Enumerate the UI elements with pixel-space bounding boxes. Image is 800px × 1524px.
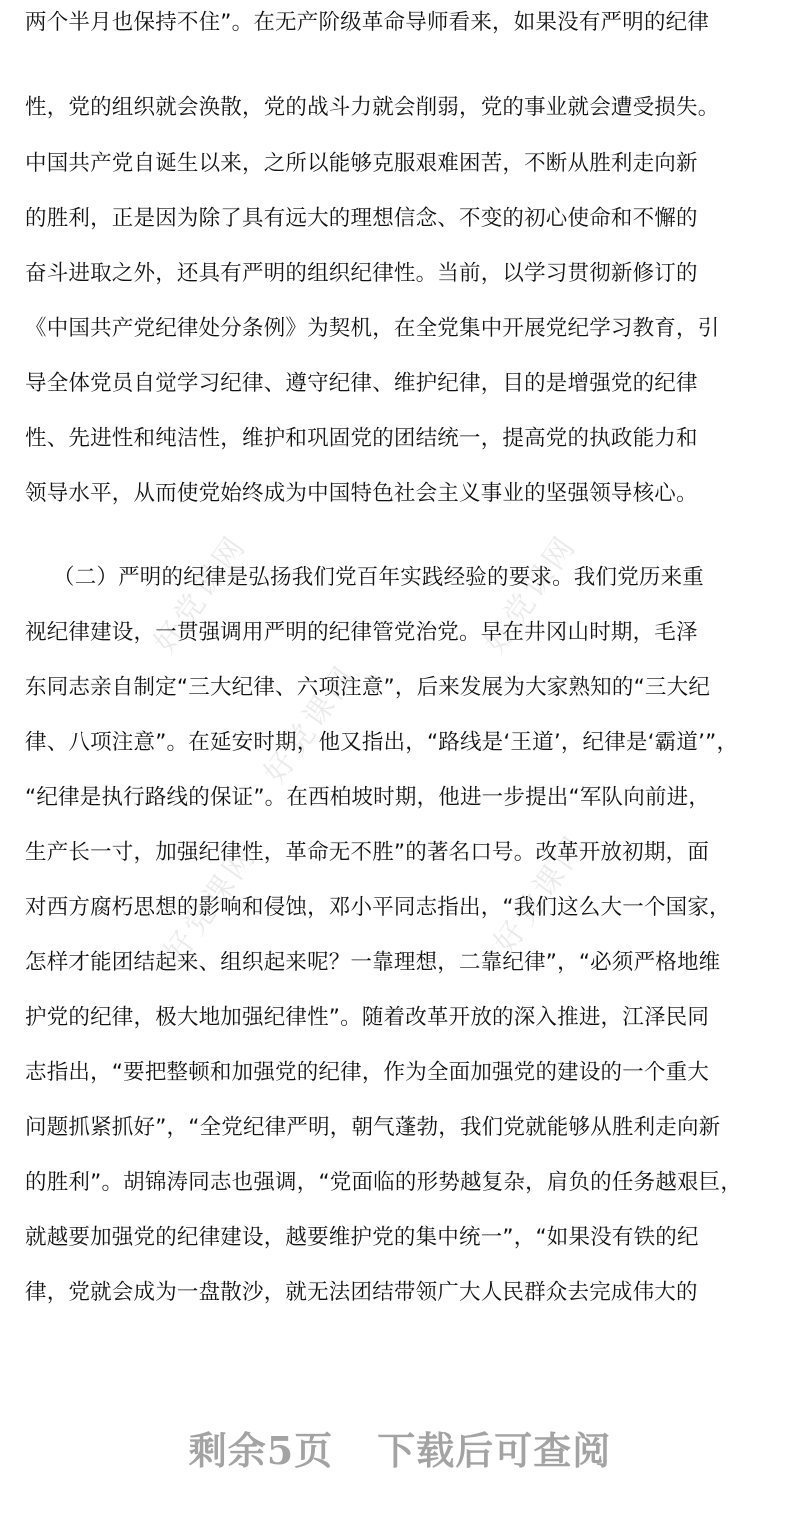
text-line: 《中国共产党纪律处分条例》为契机，在全党集中开展党纪学习教育，引 — [25, 316, 720, 341]
text-line: 导全体党员自觉学习纪律、遵守纪律、维护纪律，目的是增强党的纪律 — [25, 371, 698, 396]
text-line: 视纪律建设，一贯强调用严明的纪律管党治党。早在井冈山时期，毛泽 — [25, 620, 698, 645]
text-line: 生产长一寸，加强纪律性，革命无不胜”的著名口号。改革开放初期，面 — [25, 840, 710, 865]
text-line: 的胜利，正是因为除了具有远大的理想信念、不变的初心使命和不懈的 — [25, 206, 698, 231]
text-line: 就越要加强党的纪律建设，越要维护党的集中统一”，“如果没有铁的纪 — [25, 1225, 699, 1250]
watermark: 好党课网 — [257, 658, 365, 790]
watermark: 好党课网 — [487, 828, 595, 960]
text-line: 中国共产党自诞生以来，之所以能够克服艰难困苦，不断从胜利走向新 — [25, 151, 698, 176]
text-line: 东同志亲自制定“三大纪律、六项注意”，后来发展为大家熟知的“三大纪 — [25, 675, 711, 700]
text-line: 对西方腐朽思想的影响和侵蚀，邓小平同志指出，“我们这么大一个国家， — [25, 895, 731, 920]
text-line: 护党的纪律，极大地加强纪律性”。随着改革开放的深入推进，江泽民同 — [25, 1005, 710, 1030]
download-to-view-label: 下载后可查阅 — [377, 1428, 612, 1473]
download-to-view-banner[interactable] — [0, 1420, 800, 1475]
watermark: 好党课网 — [157, 838, 265, 970]
text-line: 性、先进性和纯洁性，维护和巩固党的团结统一，提高党的执政能力和 — [25, 426, 698, 451]
watermark: 好党课网 — [477, 528, 585, 660]
text-line: 奋斗进取之外，还具有严明的组织纪律性。当前，以学习贯彻新修订的 — [25, 261, 698, 286]
section-heading-line: （二）严明的纪律是弘扬我们党百年实践经验的要求。我们党历来重 — [53, 565, 705, 590]
text-line: 领导水平，从而使党始终成为中国特色社会主义事业的坚强领导核心。 — [25, 481, 698, 506]
text-line: 两个半月也保持不住”。在无产阶级革命导师看来，如果没有严明的纪律 — [25, 10, 710, 35]
text-line: 怎样才能团结起来、组织起来呢？一靠理想，二靠纪律”，“必须严格地维 — [25, 950, 721, 975]
text-line: 性，党的组织就会涣散，党的战斗力就会削弱，党的事业就会遭受损失。 — [25, 95, 720, 120]
text-line: 志指出，“要把整顿和加强党的纪律，作为全面加强党的建设的一个重大 — [25, 1060, 710, 1085]
text-line: 律，党就会成为一盘散沙，就无法团结带领广大人民群众去完成伟大的 — [25, 1280, 698, 1305]
watermark: 好党课网 — [147, 528, 255, 660]
text-line: “纪律是执行路线的保证”。在西柏坡时期，他进一步提出“军队向前进， — [25, 785, 711, 810]
text-line: 问题抓紧抓好”，“全党纪律严明，朝气蓬勃，我们党就能够从胜利走向新 — [25, 1115, 721, 1140]
text-line: 的胜利”。胡锦涛同志也强调，“党面临的形势越复杂，肩负的任务越艰巨， — [25, 1170, 743, 1195]
remaining-pages-label: 剩余5页 — [188, 1428, 334, 1473]
text-line: 律、八项注意”。在延安时期，他又指出，“路线是‘王道’，纪律是‘霸道’”， — [25, 730, 739, 755]
